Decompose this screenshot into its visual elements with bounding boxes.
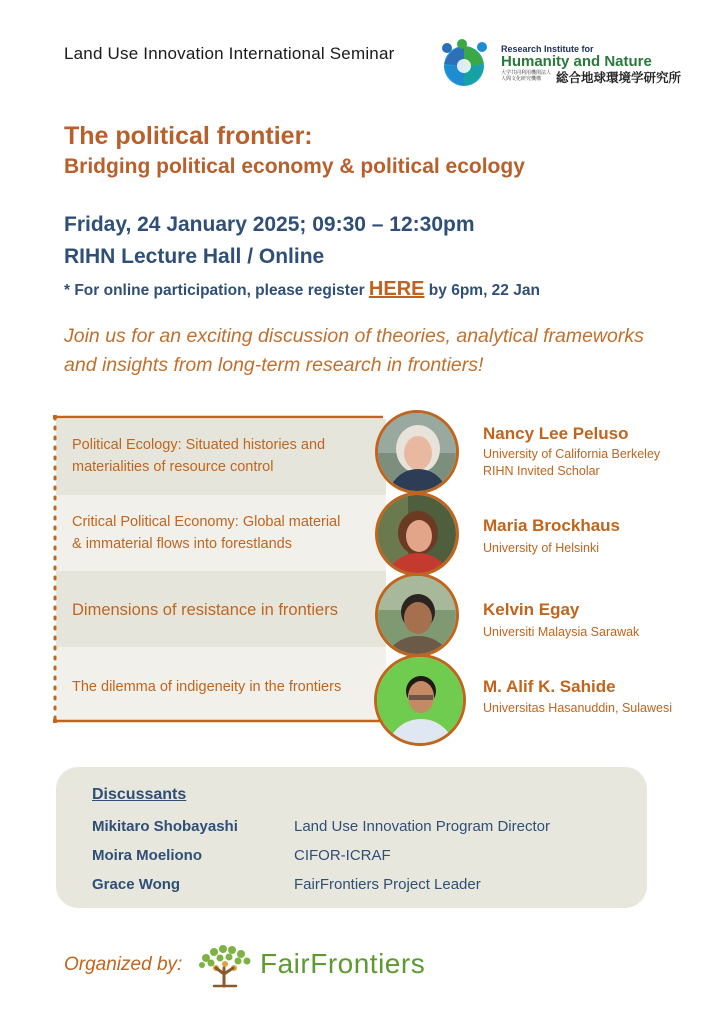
session-topic-2 <box>72 511 340 555</box>
discussant-role-2: CIFOR-ICRAF <box>294 847 391 864</box>
discussant-role-3: FairFrontiers Project Leader <box>294 876 481 893</box>
register-here-link[interactable]: HERE <box>368 278 425 300</box>
session-topic-4 <box>72 676 341 698</box>
event-title: The political frontier: <box>64 122 313 150</box>
seminar-series-label: Land Use Innovation International Seminar <box>64 44 395 63</box>
session-topic-1-line1: Political Ecology: Situated histories and <box>72 437 326 453</box>
session-topic-1-line2: materialities of resource control <box>72 459 274 475</box>
speaker-affiliation-3: Universiti Malaysia Sarawak <box>483 625 640 639</box>
rihn-puzzle-logo-icon <box>436 38 492 88</box>
speaker-name-1: Nancy Lee Peluso <box>483 424 629 443</box>
institute-name-line1: Research Institute for <box>501 44 594 54</box>
session-topic-2-line2: & immaterial flows into forestlands <box>72 536 292 552</box>
speaker-photo-brockhaus <box>375 492 459 576</box>
event-venue: RIHN Lecture Hall / Online <box>64 245 325 268</box>
speaker-affiliation-4: Universitas Hasanuddin, Sulawesi <box>483 701 672 715</box>
discussant-role-1: Land Use Innovation Program Director <box>294 818 550 835</box>
institute-parent-org-line2: 人間文化研究機構 <box>501 76 542 82</box>
discussant-name-1: Mikitaro Shobayashi <box>92 818 238 835</box>
speaker-name-4: M. Alif K. Sahide <box>483 677 616 696</box>
institute-parent-org-line1: 大学共同利用機関法人 <box>501 70 552 76</box>
registration-note <box>64 278 540 301</box>
discussants-heading: Discussants <box>92 786 187 803</box>
speaker-affiliation-1a: University of California Berkeley <box>483 447 661 461</box>
speaker-name-2: Maria Brockhaus <box>483 516 620 535</box>
registration-note-after: by 6pm, 22 Jan <box>424 282 540 299</box>
session-topic-4-line1: The dilemma of indigeneity in the frontiers <box>72 679 342 695</box>
session-topic-2-line1: Critical Political Economy: Global material <box>72 514 341 530</box>
organized-by-label: Organized by: <box>64 954 183 975</box>
session-topic-3-line1: Dimensions of resistance in frontiers <box>72 601 338 619</box>
event-date: Friday, 24 January 2025; 09:30 – 12:30pm <box>64 213 475 236</box>
speaker-affiliation-2: University of Helsinki <box>483 541 600 555</box>
speaker-photo-peluso <box>375 410 459 494</box>
speaker-photo-egay <box>375 573 459 657</box>
registration-note-before: * For online participation, please register <box>64 282 369 299</box>
session-topic-1 <box>72 434 325 478</box>
session-topic-3 <box>72 599 338 621</box>
institute-name-line2: Humanity and Nature <box>501 53 652 70</box>
event-subtitle: Bridging political economy & political ecology <box>64 155 525 178</box>
invitation-text: Join us for an exciting discussion of theories, analytical frameworks and insights from long-term research in frontiers! <box>64 325 644 376</box>
speaker-photo-sahide <box>374 654 466 746</box>
discussant-name-3: Grace Wong <box>92 876 181 893</box>
speaker-name-3: Kelvin Egay <box>483 600 580 619</box>
fairfrontiers-tree-logo-icon <box>196 944 254 988</box>
discussant-name-2: Moira Moeliono <box>92 847 202 864</box>
speaker-affiliation-1b: RIHN Invited Scholar <box>483 464 600 478</box>
institute-name-japanese: 総合地球環境学研究所 <box>556 71 682 85</box>
fairfrontiers-wordmark: FairFrontiers <box>260 948 426 979</box>
